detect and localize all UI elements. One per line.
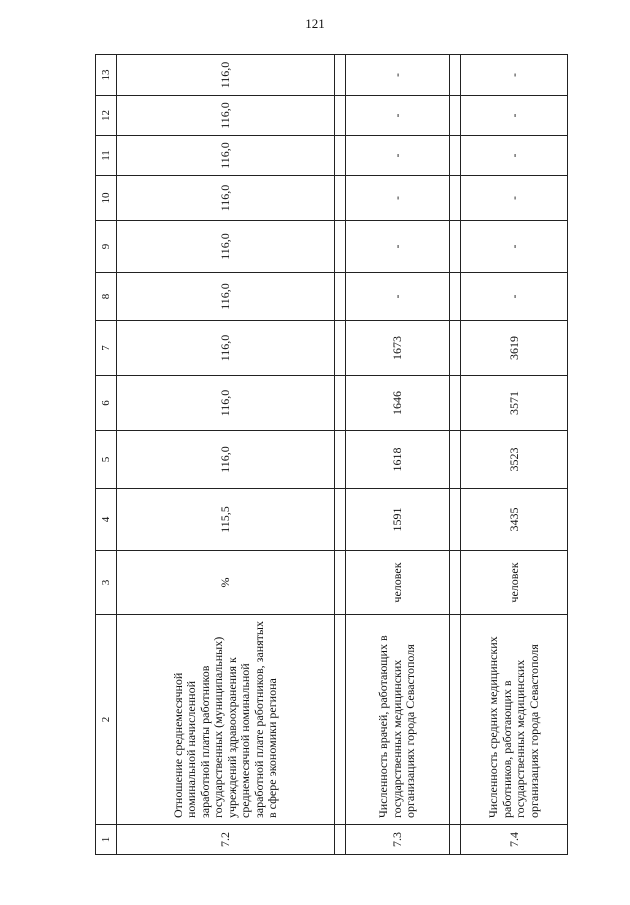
value-cell: 1646 <box>346 376 450 431</box>
col-header: 9 <box>96 221 117 273</box>
row-number: 7.3 <box>346 825 450 855</box>
value-cell: - <box>461 221 568 273</box>
separator-row <box>450 55 461 855</box>
header-row <box>96 55 117 855</box>
value-cell: - <box>461 273 568 321</box>
col-header: 6 <box>96 376 117 431</box>
indicator-name: Численность средних медицинских работников, работающих в государственных медицинских организациях города Севастополя <box>461 615 568 825</box>
table-row <box>346 55 450 855</box>
table-container <box>95 55 580 855</box>
col-header: 2 <box>96 615 117 825</box>
col-header: 7 <box>96 321 117 376</box>
value-cell: 116,0 <box>117 221 335 273</box>
value-cell: 1591 <box>346 489 450 551</box>
value-cell: - <box>461 96 568 136</box>
value-cell: 116,0 <box>117 55 335 96</box>
col-header: 4 <box>96 489 117 551</box>
col-header: 8 <box>96 273 117 321</box>
value-cell: - <box>346 55 450 96</box>
row-number: 7.2 <box>117 825 335 855</box>
value-cell: - <box>461 176 568 221</box>
value-cell: 116,0 <box>117 96 335 136</box>
indicator-name: Численность врачей, работающих в государственных медицинских организациях города Севастополя <box>346 615 450 825</box>
value-cell: - <box>346 221 450 273</box>
value-cell: 116,0 <box>117 431 335 489</box>
row-number: 7.4 <box>461 825 568 855</box>
unit-cell: % <box>117 551 335 615</box>
value-cell: 3619 <box>461 321 568 376</box>
page-number: 121 <box>305 16 325 31</box>
value-cell: 3435 <box>461 489 568 551</box>
col-header: 1 <box>96 825 117 855</box>
value-cell: - <box>346 136 450 176</box>
col-header: 3 <box>96 551 117 615</box>
value-cell: - <box>346 96 450 136</box>
value-cell: - <box>346 273 450 321</box>
value-cell: 1618 <box>346 431 450 489</box>
value-cell: 116,0 <box>117 321 335 376</box>
col-header: 5 <box>96 431 117 489</box>
col-header: 10 <box>96 176 117 221</box>
indicators-table <box>95 54 568 855</box>
value-cell: 1673 <box>346 321 450 376</box>
value-cell: - <box>346 176 450 221</box>
indicator-name: Отношение среднемесячной номинальной начисленной заработной платы работников государственных (муниципальных) учреждений здравоохранения к среднемесячной номинальной заработной плате работников, занятых в сфере экономики региона <box>117 615 335 825</box>
value-cell: 3523 <box>461 431 568 489</box>
value-cell: 116,0 <box>117 273 335 321</box>
value-cell: - <box>461 55 568 96</box>
table-row <box>461 55 568 855</box>
col-header: 11 <box>96 136 117 176</box>
col-header: 12 <box>96 96 117 136</box>
unit-cell: человек <box>346 551 450 615</box>
value-cell: 115,5 <box>117 489 335 551</box>
col-header: 13 <box>96 55 117 96</box>
value-cell: 116,0 <box>117 136 335 176</box>
value-cell: 116,0 <box>117 376 335 431</box>
value-cell: 3571 <box>461 376 568 431</box>
unit-cell: человек <box>461 551 568 615</box>
value-cell: 116,0 <box>117 176 335 221</box>
table-row <box>117 55 335 855</box>
separator-row <box>335 55 346 855</box>
value-cell: - <box>461 136 568 176</box>
